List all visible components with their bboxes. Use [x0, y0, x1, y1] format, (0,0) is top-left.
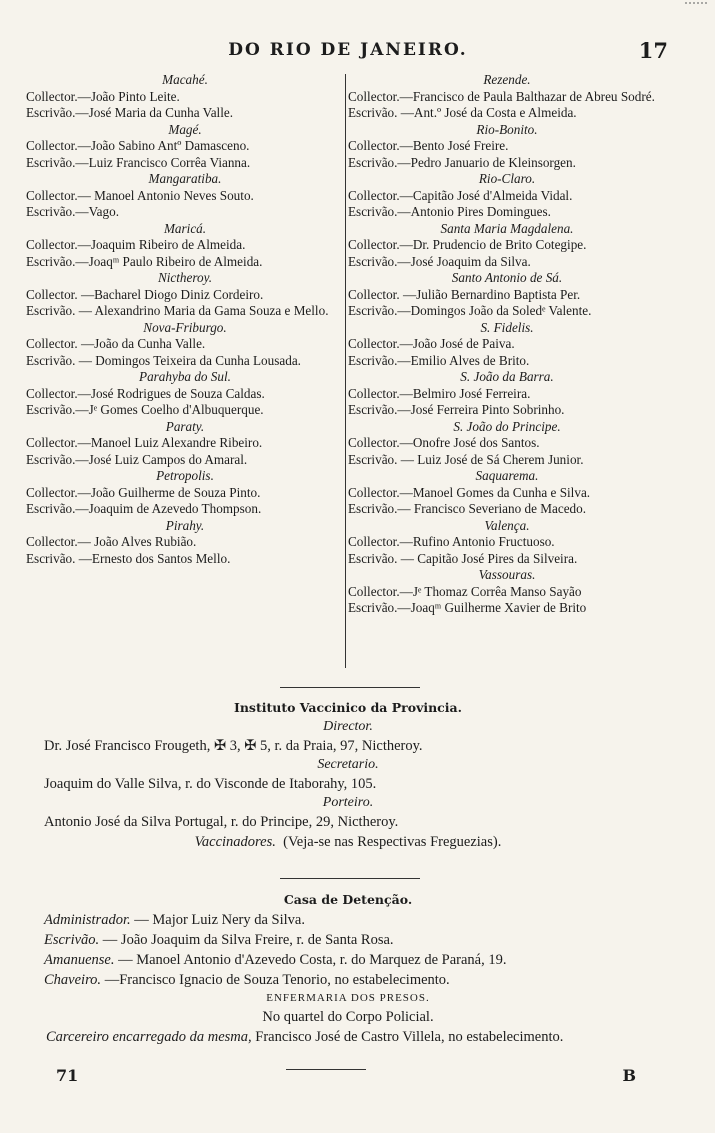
role-label: Vaccinadores. [194, 834, 276, 850]
place-heading: Nictheroy. [157, 270, 213, 285]
role-label: Porteiro. [322, 795, 374, 810]
official-entry: Escrivão.—José Luiz Campos do Amaral. [26, 451, 248, 467]
staff-entry [28, 910, 668, 930]
staff-entry [28, 970, 668, 990]
staff-name: — João Joaquim da Silva Freire, r. de Santa Rosa. [99, 932, 394, 948]
left-column [26, 72, 344, 567]
section-rule [280, 878, 420, 879]
place-heading: Rezende. [483, 72, 531, 87]
page-header [28, 40, 668, 66]
official-entry: Escrivão. — Domingos Teixeira da Cunha Lousada. [26, 352, 301, 368]
official-entry: Collector. —Julião Bernardino Baptista Per. [348, 286, 581, 302]
place-heading: Santo Antonio de Sá. [451, 270, 563, 285]
two-column-listing [26, 72, 666, 672]
place-heading: S. Fidelis. [480, 319, 534, 335]
official-entry: Collector.—Capitão José d'Almeida Vidal. [348, 187, 573, 203]
official-entry: Escrivão.—Joaqᵐ Guilherme Xavier de Brito [348, 600, 587, 615]
place-heading: S. João da Barra. [460, 369, 554, 384]
carcereiro-name: Francisco José de Castro Villela, no estabelecimento. [251, 1029, 564, 1045]
official-entry: Escrivão. —Ant.º José da Costa e Almeida. [348, 105, 577, 120]
director-entry: Dr. José Francisco Frougeth, ✠ 3, ✠ 5, r. da Praia, 97, Nictheroy. [44, 738, 423, 754]
gathering-letter: B [622, 1066, 636, 1085]
staff-name: — Manoel Antonio d'Azevedo Costa, r. do Marquez de Paraná, 19. [114, 952, 507, 968]
section-rule [280, 687, 420, 688]
role-label: Chaveiro. [44, 972, 102, 988]
place-heading: Nova-Friburgo. [143, 319, 227, 335]
place-heading: Petropolis. [156, 468, 214, 483]
place-heading: Macahé. [162, 72, 208, 87]
place-heading: Vassouras. [478, 567, 536, 582]
instituto-section [28, 700, 668, 852]
staff-entry [28, 930, 668, 950]
carcereiro-entry [28, 1027, 668, 1047]
official-entry: Escrivão.—Domingos João da Soledᵉ Valente. [348, 303, 592, 318]
official-entry: Escrivão. — Capitão José Pires da Silveira. [348, 550, 578, 566]
official-entry: Collector.— João Alves Rubião. [26, 534, 197, 549]
role-label: Carcereiro encarregado da mesma, [46, 1029, 252, 1045]
place-heading: Mangaratiba. [148, 171, 222, 186]
official-entry: Collector.—Manoel Gomes da Cunha e Silva. [348, 484, 591, 500]
place-heading: Paraty. [165, 418, 205, 434]
secretario-entry: Joaquim do Valle Silva, r. do Visconde de Itaborahy, 105. [44, 776, 377, 792]
staff-name: —Francisco Ignacio de Souza Tenorio, no estabelecimento. [101, 972, 450, 988]
official-entry: Escrivão.—Vago. [26, 204, 120, 219]
official-entry: Collector.—João Sabino Antº Damasceno. [26, 138, 250, 153]
place-heading: Maricá. [163, 220, 207, 236]
page-footer [56, 1066, 636, 1096]
official-entry: Collector. —João da Cunha Valle. [26, 336, 206, 351]
official-entry: Escrivão. — Luiz José de Sá Cherem Junior. [348, 451, 584, 467]
official-entry: Collector.—Rufino Antonio Fructuoso. [348, 534, 555, 549]
vaccinadores-entry [28, 832, 668, 852]
ink-mark [685, 2, 707, 18]
official-entry: Collector.—José Rodrigues de Souza Caldas. [26, 385, 265, 401]
quartel-line: No quartel do Corpo Policial. [262, 1009, 434, 1025]
official-entry: Collector.—João Pinto Leite. [26, 88, 180, 104]
section-heading: Casa de Detenção. [283, 892, 413, 907]
enfermaria-heading: ENFERMARIA DOS PRESOS. [266, 992, 430, 1004]
page-number: 17 [638, 38, 668, 63]
official-entry: Escrivão. — Alexandrino Maria da Gama Souza e Mello. [26, 303, 329, 318]
official-entry: Collector.— Manoel Antonio Neves Souto. [26, 187, 254, 203]
role-label: Amanuense. [44, 952, 115, 968]
official-entry: Escrivão.—Joaquim de Azevedo Thompson. [26, 501, 262, 516]
place-heading: Rio-Claro. [478, 171, 536, 186]
official-entry: Escrivão.—Pedro Januario de Kleinsorgen. [348, 154, 576, 170]
staff-entry [28, 950, 668, 970]
staff-name: — Major Luiz Nery da Silva. [130, 912, 305, 928]
place-heading: Valença. [484, 517, 530, 533]
official-entry: Escrivão.—Joaqᵐ Paulo Ribeiro de Almeida. [26, 253, 263, 269]
official-entry: Collector. —Bacharel Diogo Diniz Cordeiro. [26, 286, 264, 302]
official-entry: Collector.—Dr. Prudencio de Brito Cotegipe. [348, 237, 587, 252]
official-entry: Escrivão.—Jᵉ Gomes Coelho d'Albuquerque. [26, 402, 264, 417]
role-label: Administrador. [44, 912, 131, 928]
official-entry: Collector.—Onofre José dos Santos. [348, 435, 540, 450]
role-label: Escrivão. [44, 932, 100, 948]
porteiro-entry: Antonio José da Silva Portugal, r. do Principe, 29, Nictheroy. [44, 814, 399, 830]
official-entry: Escrivão.—José Joaquim da Silva. [348, 253, 531, 269]
casa-staff-list [28, 910, 668, 990]
signature-mark: 71 [56, 1066, 79, 1085]
official-entry: Collector.—Jᵉ Thomaz Corrêa Manso Sayão [348, 583, 582, 599]
footer-rule [286, 1069, 366, 1070]
place-heading: Rio-Bonito. [476, 121, 538, 137]
official-entry: Collector.—Manoel Luiz Alexandre Ribeiro. [26, 435, 263, 450]
column-rule [345, 74, 346, 668]
running-title: DO RIO DE JANEIRO. [228, 40, 468, 60]
official-entry: Collector.—João José de Paiva. [348, 336, 515, 351]
place-heading: Saquarema. [475, 468, 539, 483]
official-entry: Collector.—Joaquim Ribeiro de Almeida. [26, 237, 246, 252]
section-heading: Instituto Vaccinico da Provincia. [233, 700, 462, 715]
role-label: Secretario. [317, 757, 379, 772]
official-entry: Escrivão.—Antonio Pires Domingues. [348, 204, 551, 219]
official-entry: Collector.—Bento José Freire. [348, 138, 509, 153]
casa-section [28, 892, 668, 1047]
official-entry: Escrivão.— Francisco Severiano de Macedo. [348, 501, 587, 516]
role-label: Director. [323, 719, 373, 734]
place-heading: Santa Maria Magdalena. [440, 220, 574, 236]
place-heading: Magé. [168, 121, 202, 137]
official-entry: Collector.—Francisco de Paula Balthazar de Abreu Sodré. [348, 88, 655, 104]
place-heading: Pirahy. [165, 517, 205, 533]
official-entry: Collector.—João Guilherme de Souza Pinto. [26, 484, 261, 500]
place-heading: S. João do Principe. [453, 418, 561, 434]
official-entry: Collector.—Belmiro José Ferreira. [348, 385, 531, 401]
official-entry: Escrivão.—José Ferreira Pinto Sobrinho. [348, 402, 565, 417]
official-entry: Escrivão. —Ernesto dos Santos Mello. [26, 550, 231, 566]
official-entry: Escrivão.—Emilio Alves de Brito. [348, 352, 530, 368]
right-column [348, 72, 666, 617]
official-entry: Escrivão.—Luiz Francisco Corrêa Vianna. [26, 154, 251, 170]
official-entry: Escrivão.—José Maria da Cunha Valle. [26, 105, 234, 120]
place-heading: Parahyba do Sul. [139, 369, 231, 384]
vaccinadores-note: (Veja-se nas Respectivas Freguezias). [283, 834, 502, 850]
